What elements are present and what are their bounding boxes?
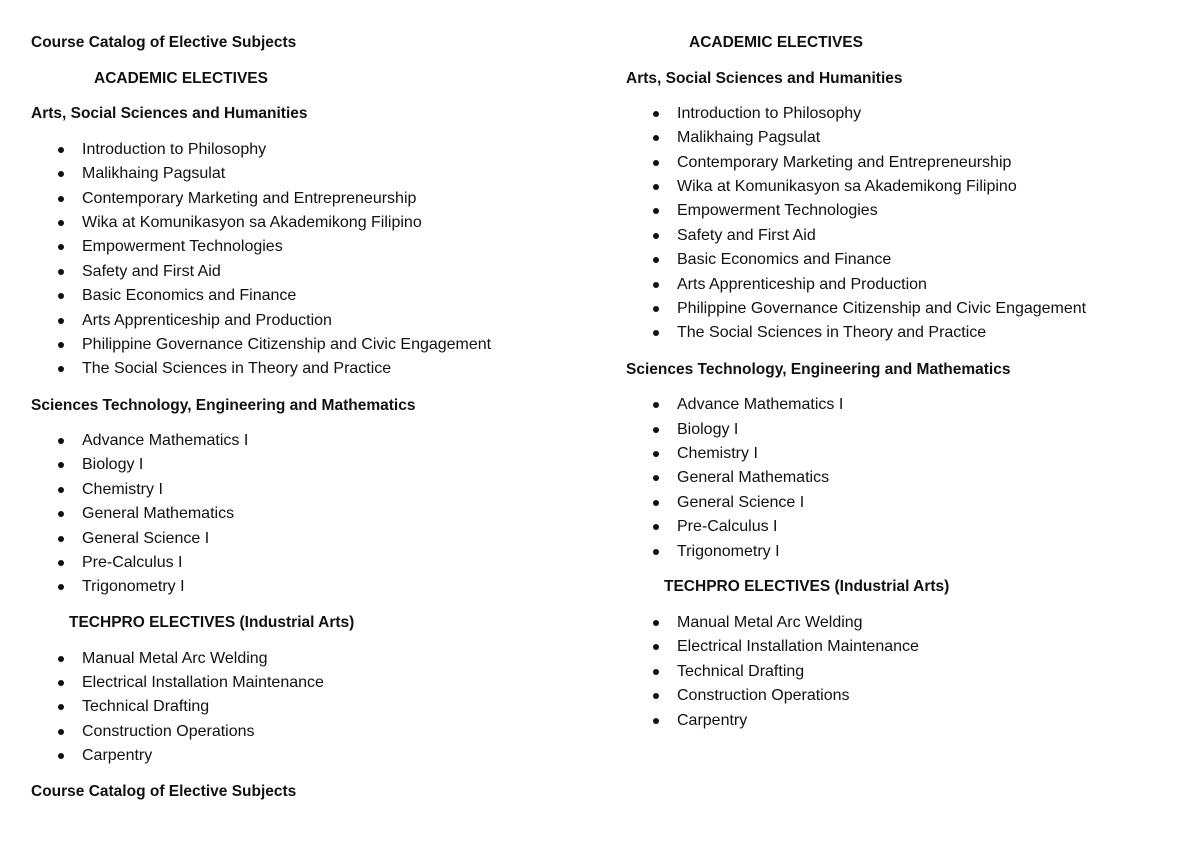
list-item-label: Pre-Calculus I	[82, 554, 183, 571]
arts-humanities-heading: Arts, Social Sciences and Humanities	[31, 105, 308, 122]
list-item-label: Empowerment Technologies	[677, 202, 878, 219]
bullet-icon	[58, 729, 64, 735]
bullet-icon	[653, 669, 659, 675]
bullet-icon	[653, 620, 659, 626]
list-item-label: Introduction to Philosophy	[82, 141, 267, 158]
bullet-icon	[653, 306, 659, 312]
bullet-icon	[58, 511, 64, 517]
bullet-icon	[653, 549, 659, 555]
list-item-label: Safety and First Aid	[82, 263, 221, 280]
bullet-icon	[58, 656, 64, 662]
list-item-label: Contemporary Marketing and Entrepreneurship	[82, 190, 417, 207]
bullet-icon	[58, 147, 64, 153]
list-item-label: Carpentry	[82, 747, 153, 764]
list-item-label: Empowerment Technologies	[82, 238, 283, 255]
bullet-icon	[58, 196, 64, 202]
list-item-label: General Science I	[82, 530, 210, 547]
academic-electives-heading: ACADEMIC ELECTIVES	[94, 70, 268, 87]
list-item-label: Philippine Governance Citizenship and Civic Engagement	[677, 300, 1087, 317]
bullet-icon	[58, 560, 64, 566]
bullet-icon	[58, 220, 64, 226]
list-item-label: Philippine Governance Citizenship and Civic Engagement	[82, 336, 492, 353]
bullet-icon	[58, 584, 64, 590]
bullet-icon	[58, 244, 64, 250]
bullet-icon	[58, 293, 64, 299]
list-item-label: Wika at Komunikasyon sa Akademikong Filipino	[82, 214, 422, 231]
catalog-title-bottom: Course Catalog of Elective Subjects	[31, 783, 297, 800]
list-item-label: Pre-Calculus I	[677, 518, 778, 535]
stem-heading: Sciences Technology, Engineering and Mathematics	[31, 397, 416, 414]
bullet-icon	[58, 342, 64, 348]
techpro-heading: TECHPRO ELECTIVES (Industrial Arts)	[69, 614, 355, 631]
list-item-label: Technical Drafting	[677, 663, 805, 680]
bullet-icon	[653, 184, 659, 190]
bullet-icon	[58, 366, 64, 372]
academic-electives-heading: ACADEMIC ELECTIVES	[689, 34, 863, 51]
list-item-label: Technical Drafting	[82, 698, 210, 715]
list-item-label: Advance Mathematics I	[82, 432, 249, 449]
list-item-label: Construction Operations	[677, 687, 850, 704]
list-item-label: Trigonometry I	[677, 543, 780, 560]
bullet-icon	[58, 171, 64, 177]
list-item-label: Basic Economics and Finance	[677, 251, 892, 268]
bullet-icon	[653, 111, 659, 117]
list-item-label: Trigonometry I	[82, 578, 185, 595]
list-item-label: Biology I	[82, 456, 144, 473]
list-item-label: The Social Sciences in Theory and Practice	[82, 360, 392, 377]
list-item-label: Malikhaing Pagsulat	[677, 129, 821, 146]
list-item-label: Carpentry	[677, 712, 748, 729]
bullet-icon	[58, 269, 64, 275]
bullet-icon	[653, 524, 659, 530]
list-item-label: Manual Metal Arc Welding	[677, 614, 863, 631]
bullet-icon	[653, 282, 659, 288]
list-item-label: Wika at Komunikasyon sa Akademikong Filipino	[677, 178, 1017, 195]
list-item-label: Construction Operations	[82, 723, 255, 740]
list-item-label: The Social Sciences in Theory and Practice	[677, 324, 987, 341]
bullet-icon	[58, 318, 64, 324]
list-item-label: Manual Metal Arc Welding	[82, 650, 268, 667]
bullet-icon	[58, 438, 64, 444]
bullet-icon	[58, 462, 64, 468]
list-item-label: General Science I	[677, 494, 805, 511]
list-item-label: Contemporary Marketing and Entrepreneurship	[677, 154, 1012, 171]
list-item-label: Basic Economics and Finance	[82, 287, 297, 304]
bullet-icon	[653, 257, 659, 263]
bullet-icon	[58, 680, 64, 686]
list-item-label: Arts Apprenticeship and Production	[677, 276, 927, 293]
list-item-label: Introduction to Philosophy	[677, 105, 862, 122]
list-item-label: Electrical Installation Maintenance	[677, 638, 919, 655]
bullet-icon	[58, 536, 64, 542]
bullet-icon	[58, 753, 64, 759]
bullet-icon	[653, 402, 659, 408]
list-item-label: General Mathematics	[677, 469, 830, 486]
bullet-icon	[653, 208, 659, 214]
bullet-icon	[653, 330, 659, 336]
bullet-icon	[653, 718, 659, 724]
bullet-icon	[653, 135, 659, 141]
list-item-label: General Mathematics	[82, 505, 235, 522]
list-item-label: Advance Mathematics I	[677, 396, 844, 413]
bullet-icon	[653, 644, 659, 650]
techpro-heading: TECHPRO ELECTIVES (Industrial Arts)	[664, 578, 950, 595]
bullet-icon	[653, 693, 659, 699]
list-item-label: Electrical Installation Maintenance	[82, 674, 324, 691]
list-item-label: Biology I	[677, 421, 739, 438]
list-item-label: Chemistry I	[677, 445, 758, 462]
bullet-icon	[653, 451, 659, 457]
list-item-label: Arts Apprenticeship and Production	[82, 312, 332, 329]
catalog-title-top: Course Catalog of Elective Subjects	[31, 34, 297, 51]
bullet-icon	[653, 233, 659, 239]
list-item-label: Chemistry I	[82, 481, 163, 498]
list-item-label: Malikhaing Pagsulat	[82, 165, 226, 182]
arts-humanities-heading: Arts, Social Sciences and Humanities	[626, 70, 903, 87]
bullet-icon	[58, 704, 64, 710]
bullet-icon	[653, 160, 659, 166]
list-item-label: Safety and First Aid	[677, 227, 816, 244]
bullet-icon	[653, 475, 659, 481]
bullet-icon	[653, 500, 659, 506]
bullet-icon	[653, 427, 659, 433]
stem-heading: Sciences Technology, Engineering and Mathematics	[626, 361, 1011, 378]
bullet-icon	[58, 487, 64, 493]
